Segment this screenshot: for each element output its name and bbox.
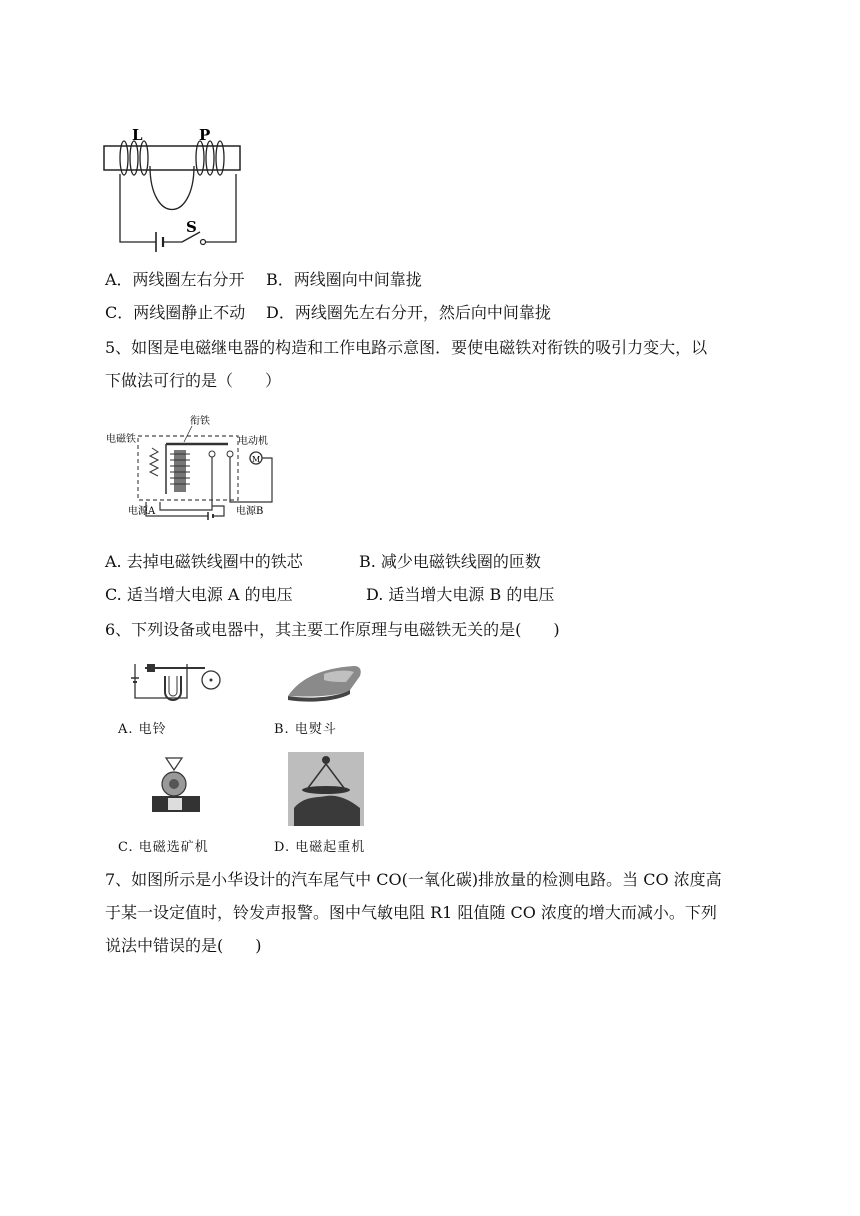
q5-option-a: A. 去掉电磁铁线圈中的铁芯 <box>105 552 303 571</box>
caption-a: A. 电铃 <box>118 722 167 737</box>
label-motor: 电动机 <box>238 436 268 447</box>
label-armature: 衔铁 <box>190 416 210 427</box>
label-electromagnet: 电磁铁 <box>106 434 136 445</box>
crane-image <box>288 752 364 826</box>
label-p: P <box>199 126 211 144</box>
q5-option-b: B. 减少电磁铁线圈的匝数 <box>359 552 541 571</box>
caption-c: C. 电磁选矿机 <box>118 840 209 855</box>
label-source-a: 电源A <box>128 506 156 517</box>
q5-option-c: C. 适当增大电源 A 的电压 <box>105 585 293 604</box>
label-l: L <box>132 126 143 144</box>
q7-stem-line-3: 说法中错误的是( ) <box>105 936 262 955</box>
q4-coil-figure <box>100 124 245 254</box>
electric-bell-image <box>125 654 225 710</box>
q4-option-b: B．两线圈向中间靠拢 <box>266 270 422 289</box>
caption-b: B. 电熨斗 <box>274 722 337 737</box>
q5-option-d: D. 适当增大电源 B 的电压 <box>366 585 555 604</box>
q5-stem-line-2: 下做法可行的是（ ） <box>105 371 282 390</box>
q4-option-c: C．两线圈静止不动 <box>105 303 246 322</box>
q6-stem: 6、下列设备或电器中，其主要工作原理与电磁铁无关的是( ) <box>105 620 560 639</box>
label-source-b: 电源B <box>236 506 264 517</box>
label-s: S <box>186 218 197 236</box>
svg-text:M: M <box>252 455 261 464</box>
electric-iron-image <box>284 660 364 704</box>
q4-option-a: A．两线圈左右分开 <box>105 270 245 289</box>
ore-separator-image <box>148 756 204 816</box>
q5-stem-line-1: 5、如图是电磁继电器的构造和工作电路示意图．要使电磁铁对衔铁的吸引力变大，以 <box>105 338 708 357</box>
q4-option-d: D．两线圈先左右分开，然后向中间靠拢 <box>266 303 551 322</box>
q7-stem-line-1: 7、如图所示是小华设计的汽车尾气中 CO(一氧化碳)排放量的检测电路。当 CO 浓度高 <box>105 870 722 889</box>
caption-d: D. 电磁起重机 <box>274 840 366 855</box>
q5-relay-figure <box>100 410 280 522</box>
q7-stem-line-2: 于某一设定值时，铃发声报警。图中气敏电阻 R1 阻值随 CO 浓度的增大而减小。下列 <box>105 903 717 922</box>
